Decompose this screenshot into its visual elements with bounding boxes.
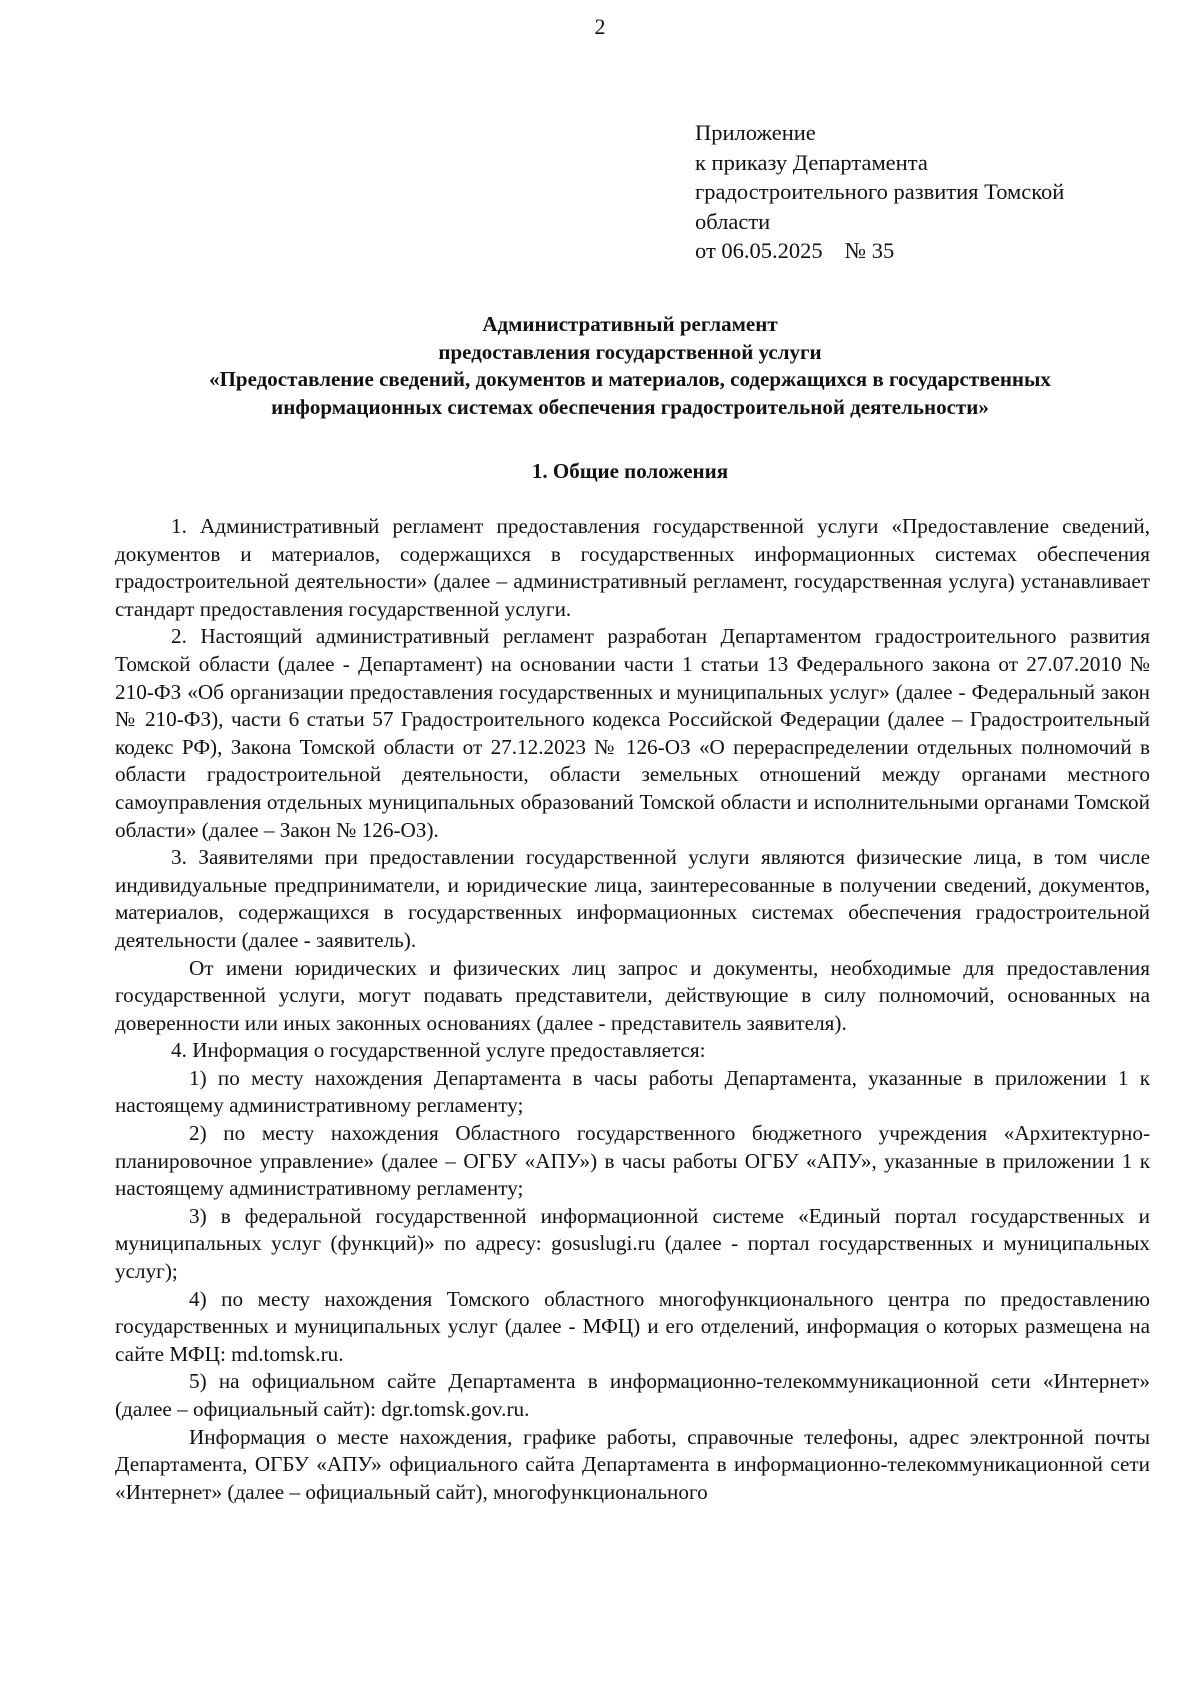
list-item: 2) по месту нахождения Областного государственного бюджетного учреждения «Архитектурно-планировочное управление» (далее – ОГБУ «АПУ») в часы работы ОГБУ «АПУ», указанные в приложении 1 к настоящему административному регламенту; [115,1121,1150,1201]
appendix-line: градостроительного развития Томской [695,179,1065,205]
title-line: информационных системах обеспечения градостроительной деятельности» [271,394,989,419]
appendix-line: области [695,208,771,234]
paragraph: 1. Административный регламент предоставления государственной услуги «Предоставление сведений, документов и материалов, содержащихся в государственных информационных системах обеспечения градостроительной деятельности» (далее – административный регламент, государственная услуга) устанавливает стандарт предоставления государственной услуги. [115,514,1150,621]
paragraph: От имени юридических и физических лиц запрос и документы, необходимые для предоставления государственной услуги, могут подавать представители, действующие в силу полномочий, основанных на доверенности или иных законных основаниях (далее - представитель заявителя). [115,955,1150,1035]
document-body [115,513,1150,1506]
title-line: Административный регламент [482,312,778,336]
section-heading: 1. Общие положения [531,459,729,483]
paragraph: 2. Настоящий административный регламент разработан Департаментом градостроительного развития Томской области (далее - Департамент) на основании части 1 статьи 13 Федерального закона от 27.07.2010 № 210-ФЗ «Об организации предоставления государственных и муниципальных услуг» (далее - Федеральный закон № 210-ФЗ), части 6 статьи 57 Градостроительного кодекса Российской Федерации (далее – Градостроительный кодекс РФ), Закона Томской области от 27.12.2023 № 126-ОЗ «О перераспределении отдельных полномочий в области градостроительной деятельности, области земельных отношений между органами местного самоуправления отдельных муниципальных образований Томской области и исполнительными органами Томской области» (далее – Закон № 126-ОЗ). [115,624,1150,842]
document-title [110,311,1150,421]
title-line: предоставления государственной услуги [438,339,822,364]
title-line: «Предоставление сведений, документов и материалов, содержащихся в государственных [209,367,1051,391]
list-item: 5) на официальном сайте Департамента в информационно-телекоммуникационной сети «Интернет» (далее – официальный сайт): dgr.tomsk.gov.ru. [115,1369,1150,1421]
appendix-line: Приложение [695,120,816,145]
paragraph: 4. Информация о государственной услуге предоставляется: [171,1038,706,1063]
appendix-block [695,118,1145,266]
list-item: 3) в федеральной государственной информационной системе «Единый портал государственных и муниципальных услуг (функций)» по адресу: gosuslugi.ru (далее - портал государственных и муниципальных услуг); [115,1203,1150,1284]
page-number: 2 [594,14,606,39]
paragraph: Информация о месте нахождения, графике работы, справочные телефоны, адрес электронной почты Департамента, ОГБУ «АПУ» официального сайта Департамента в информационно-телекоммуникационной сети «Интернет» (далее – официальный сайт), многофункционального [115,1424,1150,1504]
appendix-date-line [695,236,1145,266]
list-item: 1) по месту нахождения Департамента в часы работы Департамента, указанные в приложении 1 к настоящему административному регламенту; [115,1065,1150,1118]
list-item: 4) по месту нахождения Томского областного многофункционального центра по предоставлению государственных и муниципальных услуг (далее - МФЦ) и его отделений, информация о которых размещена на сайте МФЦ: md.tomsk.ru. [115,1286,1150,1366]
paragraph: 3. Заявителями при предоставлении государственной услуги являются физические лица, в том числе индивидуальные предприниматели, и юридические лица, заинтересованные в получении сведений, документов, материалов, содержащихся в государственных информационных системах обеспечения градостроительной деятельности (далее - заявитель). [115,845,1150,952]
order-number: № 35 [844,238,895,264]
appendix-line: к приказу Департамента [695,149,928,175]
order-date: от 06.05.2025 [695,238,823,264]
